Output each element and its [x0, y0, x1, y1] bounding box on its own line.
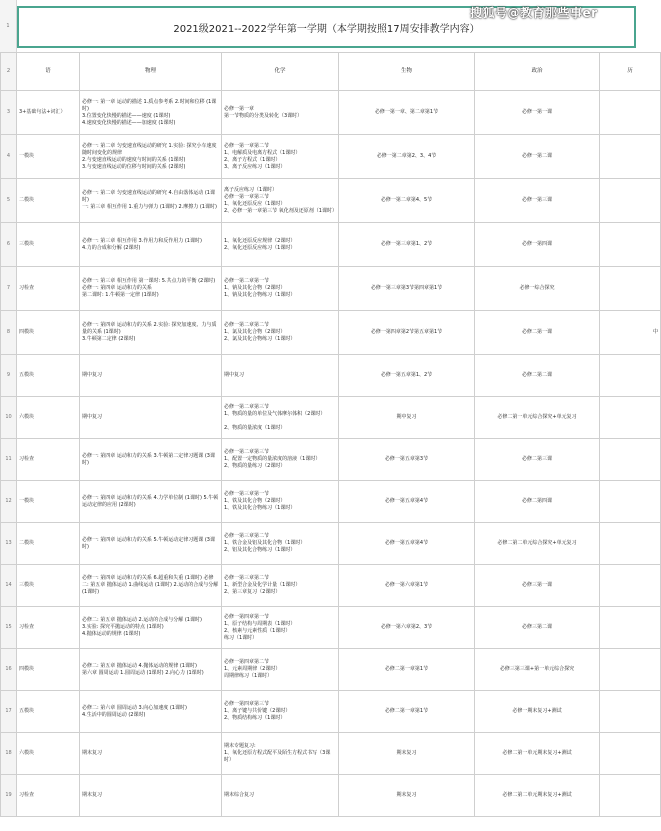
header-cell-biology[interactable]: 生物	[339, 53, 475, 91]
row-number[interactable]: 2	[1, 53, 17, 91]
cell-biology[interactable]: 必修一第一章、第二章第1节	[339, 91, 475, 135]
row-number[interactable]: 15	[1, 607, 17, 649]
row-number[interactable]: 13	[1, 523, 17, 565]
cell-physics[interactable]: 期末复习	[80, 733, 222, 775]
title-row	[0, 0, 640, 53]
cell-chinese[interactable]: 一模块	[17, 135, 80, 179]
cell-chemistry[interactable]: 必修一第四章第三节 1、离子键与共价键（2课时） 2、物质结构练习（1课时）	[222, 691, 339, 733]
cell-politics[interactable]: 必修一第一课	[475, 91, 600, 135]
cell-history[interactable]	[600, 565, 661, 607]
header-cell-history[interactable]: 历	[600, 53, 661, 91]
cell-biology[interactable]: 必修一第二章第4、5节	[339, 179, 475, 223]
row-number[interactable]: 9	[1, 355, 17, 397]
table-row	[1, 91, 661, 135]
table-row	[1, 481, 661, 523]
table-row	[1, 267, 661, 311]
cell-biology[interactable]: 必修二第一章第1节	[339, 649, 475, 691]
schedule-table	[0, 52, 661, 817]
cell-biology[interactable]: 必修一第五章第4节	[339, 523, 475, 565]
table-row	[1, 565, 661, 607]
cell-chemistry[interactable]: 必修一第四章第二节 1、元素周期律（2课时） 周期律练习（1课时）	[222, 649, 339, 691]
cell-chinese[interactable]: 三模块	[17, 223, 80, 267]
cell-physics[interactable]: 必修一: 第二章 匀变速直线运动的研究 4.自由落体运动 (1课时) 一: 第三章 相互作用 1.重力与弹力 (1课时) 2.摩擦力 (1课时)	[80, 179, 222, 223]
cell-chemistry[interactable]: 期中复习	[222, 355, 339, 397]
cell-physics[interactable]: 期中复习	[80, 397, 222, 439]
row-number[interactable]: 6	[1, 223, 17, 267]
cell-politics[interactable]: 必修二第二单元期末复习+测试	[475, 775, 600, 817]
row-number[interactable]: 10	[1, 397, 17, 439]
cell-chinese[interactable]: 二模块	[17, 179, 80, 223]
table-row	[1, 311, 661, 355]
cell-politics[interactable]: 必修二第一课	[475, 311, 600, 355]
row-number[interactable]: 3	[1, 91, 17, 135]
cell-politics[interactable]: 必修一期末复习+测试	[475, 691, 600, 733]
cell-history[interactable]	[600, 523, 661, 565]
cell-chemistry[interactable]: 必修一第一章 第一节物质的分类及转化（3课时）	[222, 91, 339, 135]
cell-chemistry[interactable]: 必修一第三章第二节 1、新型合金及化学计量（1课时） 2、第三章复习（2课时）	[222, 565, 339, 607]
cell-physics[interactable]: 必修一: 第四章 运动和力的关系 3.牛顿第二定律习题课 (3课时)	[80, 439, 222, 481]
cell-history[interactable]	[600, 397, 661, 439]
cell-history[interactable]	[600, 267, 661, 311]
row-number[interactable]: 14	[1, 565, 17, 607]
cell-physics[interactable]: 必修二: 第六章 圆周运动 3.向心加速度 (1课时) 4.生活中的圆周运动 (2课时)	[80, 691, 222, 733]
cell-biology[interactable]: 必修二第一章第1节	[339, 691, 475, 733]
cell-chinese[interactable]: 六模块	[17, 733, 80, 775]
row-number[interactable]: 17	[1, 691, 17, 733]
header-cell-politics[interactable]: 政治	[475, 53, 600, 91]
row-number[interactable]: 11	[1, 439, 17, 481]
table-row	[1, 397, 661, 439]
cell-chemistry[interactable]: 必修一第二章第二节 1、氯及其化合物（2课时） 2、氯及其化合物练习（1课时）	[222, 311, 339, 355]
cell-politics[interactable]: 必修一综合探究	[475, 267, 600, 311]
cell-physics[interactable]: 期中复习	[80, 355, 222, 397]
table-row	[1, 523, 661, 565]
cell-chinese[interactable]: 二模块	[17, 523, 80, 565]
cell-biology[interactable]: 必修一第六章第1节	[339, 565, 475, 607]
cell-biology[interactable]: 必修一第五章第3节	[339, 439, 475, 481]
cell-biology[interactable]: 必修一第四章第2节第五章第1节	[339, 311, 475, 355]
cell-physics[interactable]: 必修一: 第四章 运动和力的关系 6.超重和失重 (1课时) 必修二: 第五章 抛体运动 1.曲线运动 (1课时) 2.运动的合成与分解 (1课时)	[80, 565, 222, 607]
cell-history[interactable]	[600, 439, 661, 481]
header-row	[1, 53, 661, 91]
cell-chinese[interactable]: 习检查	[17, 607, 80, 649]
cell-history[interactable]	[600, 607, 661, 649]
cell-politics[interactable]: 必修三第二课	[475, 607, 600, 649]
cell-history[interactable]	[600, 135, 661, 179]
cell-chinese[interactable]: 习检查	[17, 439, 80, 481]
cell-politics[interactable]: 必修二第二单元综合探究+单元复习	[475, 523, 600, 565]
table-row	[1, 733, 661, 775]
cell-chemistry[interactable]: 离子反应练习（1课时） 必修一第一章第三节 1、氧化还原反应（1课时） 2、必修一第一章第三节 氧化剂及还原剂（1课时）	[222, 179, 339, 223]
cell-politics[interactable]: 必修三第三课+第一单元综合探究	[475, 649, 600, 691]
row-number[interactable]: 18	[1, 733, 17, 775]
table-row	[1, 691, 661, 733]
row-number[interactable]: 16	[1, 649, 17, 691]
cell-biology[interactable]: 必修一第六章第2、3节	[339, 607, 475, 649]
cell-physics[interactable]: 必修一: 第三章 相互作用 第一课时: 5.共点力的平衡 (2课时) 必修一: 第四章 运动和力的关系 第二课时: 1.牛顿第一定律 (1课时)	[80, 267, 222, 311]
cell-biology[interactable]: 必修一第二章第2、3、4节	[339, 135, 475, 179]
table-row	[1, 607, 661, 649]
row-number[interactable]: 8	[1, 311, 17, 355]
cell-physics[interactable]: 必修一: 第四章 运动和力的关系 5.牛顿运动定律习题课 (3课时)	[80, 523, 222, 565]
cell-chemistry[interactable]: 1、氧化还原反应规律（2课时） 2、氧化还原反应练习（1课时）	[222, 223, 339, 267]
cell-politics[interactable]: 必修二第三课	[475, 439, 600, 481]
cell-physics[interactable]: 必修一: 第四章 运动和力的关系 4.力学单位制 (1课时) 5.牛顿运动定律的应用 (2课时)	[80, 481, 222, 523]
cell-chemistry[interactable]: 必修一第四章第一节 1、原子结构与周期表（1课时） 2、核素与元素性质（1课时） 练习（1课时）	[222, 607, 339, 649]
cell-politics[interactable]: 必修一第三课	[475, 179, 600, 223]
cell-chemistry[interactable]: 必修一第二章第三节 1、物质的量的单位及气体摩尔体积（2课时） 2、物质的量浓度（1课时）	[222, 397, 339, 439]
row-number[interactable]: 12	[1, 481, 17, 523]
cell-history[interactable]	[600, 649, 661, 691]
cell-politics[interactable]: 必修三第一课	[475, 565, 600, 607]
row-number[interactable]: 19	[1, 775, 17, 817]
cell-history[interactable]	[600, 733, 661, 775]
cell-physics[interactable]: 必修二: 第五章 抛体运动 4.抛体运动的规律 (1课时) 第六章 圆周运动 1.圆周运动 (1课时) 2.向心力 (1课时)	[80, 649, 222, 691]
row-number[interactable]: 4	[1, 135, 17, 179]
cell-politics[interactable]: 必修二第一单元期末复习+测试	[475, 733, 600, 775]
header-cell-chemistry[interactable]: 化学	[222, 53, 339, 91]
row-number[interactable]: 5	[1, 179, 17, 223]
row-number-1[interactable]: 1	[0, 0, 17, 52]
cell-physics[interactable]: 必修一: 第三章 相互作用 3.作用力和反作用力 (1课时) 4.力的合成和分解 (2课时)	[80, 223, 222, 267]
cell-biology[interactable]: 必修一第三章第1、2节	[339, 223, 475, 267]
cell-chemistry[interactable]: 必修一第二章第一节 1、钠及其化合物（2课时） 1、钠及其化合物练习（1课时）	[222, 267, 339, 311]
sheet-title[interactable]: 2021级2021--2022学年第一学期（本学期按照17周安排教学内容）	[17, 6, 636, 48]
cell-chemistry[interactable]: 必修一第二章第三节 1、配置一定物质的量浓度的溶液（1课时） 2、物质的量练习（2课时）	[222, 439, 339, 481]
cell-physics[interactable]: 必修一: 第一章 运动的描述 1.质点参考系 2.时间和位移 (1课时) 3.位置变化快慢的描述——速度 (1课时) 4.速度变化快慢的描述——加速度 (1课时)	[80, 91, 222, 135]
cell-physics[interactable]: 必修一: 第二章 匀变速直线运动的研究 1.实验: 探究小车速度随时间变化的规律 2.与变速直线运动的速度与时间的关系 (1课时) 3.与变速直线运动的位移与时间的关系 (2课时)	[80, 135, 222, 179]
cell-biology[interactable]: 期末复习	[339, 775, 475, 817]
cell-chemistry[interactable]: 必修一第三章第二节 1、铁合金及铝及其化合物（1课时） 2、铝及其化合物练习（1课时）	[222, 523, 339, 565]
row-number[interactable]: 7	[1, 267, 17, 311]
table-row	[1, 775, 661, 817]
cell-chemistry[interactable]: 必修一第三章第一节 1、铁及其化合物（2课时） 1、铁及其化合物练习（1课时）	[222, 481, 339, 523]
cell-physics[interactable]: 必修一: 第四章 运动和力的关系 2.实验: 探究加速度、力与质量的关系 (1课时) 3.牛顿第二定律 (2课时)	[80, 311, 222, 355]
table-row	[1, 135, 661, 179]
cell-history[interactable]	[600, 223, 661, 267]
cell-history[interactable]	[600, 775, 661, 817]
cell-history[interactable]	[600, 355, 661, 397]
table-row	[1, 355, 661, 397]
cell-physics[interactable]: 必修二: 第五章 抛体运动 2.运动的合成与分解 (1课时) 3.实验: 探究平抛运动的特点 (1课时) 4.抛体运动的规律 (1课时)	[80, 607, 222, 649]
cell-chinese[interactable]: 3+基础句法+词汇）	[17, 91, 80, 135]
header-cell-chinese[interactable]: 语	[17, 53, 80, 91]
cell-politics[interactable]: 必修二第二课	[475, 355, 600, 397]
cell-politics[interactable]: 必修一第二课	[475, 135, 600, 179]
cell-chinese[interactable]: 习检查	[17, 267, 80, 311]
cell-history[interactable]	[600, 481, 661, 523]
cell-chinese[interactable]: 三模块	[17, 565, 80, 607]
cell-chemistry[interactable]: 期末综合复习	[222, 775, 339, 817]
cell-politics[interactable]: 必修二第一单元综合探究+单元复习	[475, 397, 600, 439]
cell-chinese[interactable]: 一模块	[17, 481, 80, 523]
watermark: 搜狐号@教育那些事er	[470, 6, 598, 20]
cell-politics[interactable]: 必修二第四课	[475, 481, 600, 523]
cell-biology[interactable]: 期中复习	[339, 397, 475, 439]
cell-chinese[interactable]: 六模块	[17, 397, 80, 439]
cell-chinese[interactable]: 五模块	[17, 355, 80, 397]
cell-physics[interactable]: 期末复习	[80, 775, 222, 817]
cell-biology[interactable]: 期末复习	[339, 733, 475, 775]
cell-chemistry[interactable]: 期末专题复习: 1、氧化还原方程式配平及陌生方程式书写（3课时）	[222, 733, 339, 775]
cell-biology[interactable]: 必修一第五章第1、2节	[339, 355, 475, 397]
cell-history[interactable]	[600, 691, 661, 733]
cell-chinese[interactable]: 习检查	[17, 775, 80, 817]
cell-politics[interactable]: 必修一第四课	[475, 223, 600, 267]
cell-history[interactable]	[600, 91, 661, 135]
cell-history[interactable]	[600, 179, 661, 223]
header-cell-physics[interactable]: 物理	[80, 53, 222, 91]
cell-biology[interactable]: 必修一第三章第3节第四章第1节	[339, 267, 475, 311]
cell-chinese[interactable]: 四模块	[17, 649, 80, 691]
table-row	[1, 179, 661, 223]
cell-chinese[interactable]: 五模块	[17, 691, 80, 733]
table-row	[1, 223, 661, 267]
cell-history[interactable]: 中	[600, 311, 661, 355]
cell-biology[interactable]: 必修一第五章第4节	[339, 481, 475, 523]
cell-chinese[interactable]: 四模块	[17, 311, 80, 355]
cell-chemistry[interactable]: 必修一第一章第二节 1、电解质及电离方程式（1课时） 2、离子方程式（1课时） 3、离子反应练习（1课时）	[222, 135, 339, 179]
table-row	[1, 649, 661, 691]
table-row	[1, 439, 661, 481]
